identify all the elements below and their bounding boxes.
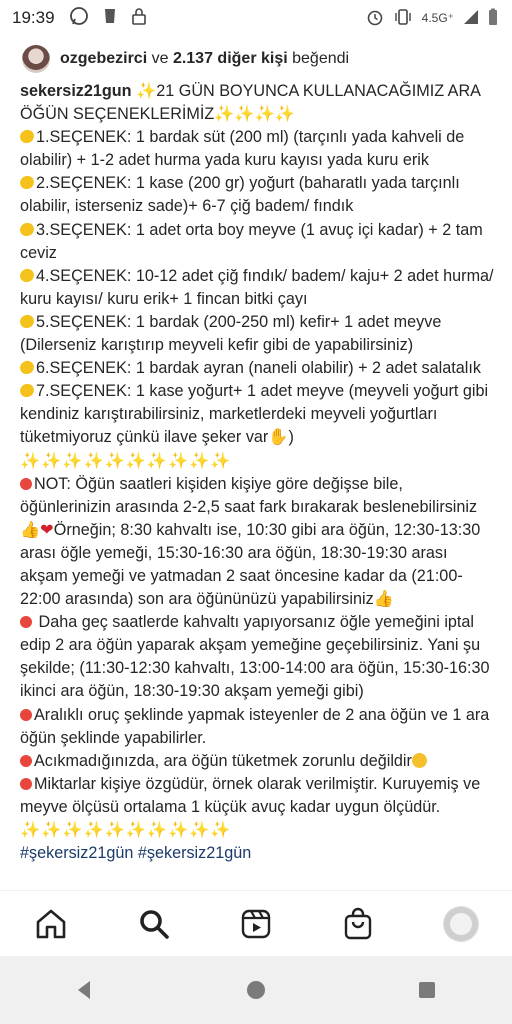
search-icon — [138, 908, 170, 940]
option-2 — [20, 172, 496, 218]
thumbs-up-icon: 👍 — [20, 520, 41, 539]
option-6 — [20, 357, 496, 380]
reels-icon — [240, 908, 272, 940]
note-text: NOT: Öğün saatleri kişiden kişiye göre değişse bile, öğünlerinizin arasında 2-2,5 saat fark bırakarak beslenebilirsiniz — [20, 474, 478, 516]
late-breakfast-text: Daha geç saatlerde kahvaltı yapıyorsanız öğle yemeğini iptal edip 2 ara öğün yaparak akşam yemeğine geçebilirsiniz. Yani şu şekilde; (11:30-12:30 kahvaltı, 13:00-14:00 ara öğün, 15:30-16:30 ikinci ara öğün, 18:30-19:30 akşam yemeği gibi) — [20, 613, 490, 701]
lemon-icon — [18, 220, 36, 238]
nav-profile[interactable] — [437, 900, 485, 948]
raised-hand-icon: ✋ — [268, 428, 289, 447]
sparkle-divider — [20, 450, 496, 473]
pin-icon — [20, 478, 32, 490]
likes-suffix: beğendi — [287, 50, 350, 67]
likes-count[interactable]: 2.137 diğer kişi — [172, 50, 288, 67]
sparkle-icons: ✨✨✨✨✨✨✨✨✨✨ — [20, 821, 232, 839]
pin-icon — [20, 755, 32, 767]
caption-line-0 — [20, 80, 496, 126]
back-icon — [74, 979, 96, 1001]
example-text: Örneğin; 8:30 kahvaltı ise, 10:30 gibi ara öğün, 12:30-13:30 arası öğle yemeği, 15:30-16:30 ara öğün, 18:30-19:30 arası akşam yemeği ve yatmadan 2 saat öncesine kadar da (21:00-22:00 arasında) son ara öğününüzü yapabilirsiniz — [20, 520, 481, 609]
pin-icon — [20, 709, 32, 721]
lemon-icon — [18, 382, 36, 400]
nav-search[interactable] — [130, 900, 178, 948]
option-3-text: 3.SEÇENEK: 1 adet orta boy meyve (1 avuç içi kadar) + 2 tam ceviz — [20, 220, 483, 262]
example-line — [20, 519, 496, 611]
hunger-text: Acıkmadığınızda, ara öğün tüketmek zorunlu değildir — [34, 751, 412, 770]
whatsapp-icon — [69, 6, 89, 31]
caption-username[interactable]: sekersiz21gun — [20, 82, 132, 100]
amounts-line — [20, 773, 496, 819]
likes-text[interactable] — [60, 50, 349, 68]
recents-icon — [416, 979, 438, 1001]
liker-avatar[interactable] — [22, 45, 50, 73]
hashtag-line — [20, 842, 496, 865]
caption-title: ✨21 GÜN BOYUNCA KULLANACAĞIMIZ ARA ÖĞÜN SEÇENEKLERİMİZ✨✨✨✨ — [20, 82, 481, 124]
lemon-icon — [18, 359, 36, 377]
likes-row[interactable] — [22, 42, 349, 76]
fasting-line — [20, 704, 496, 750]
glass-icon — [103, 7, 117, 30]
status-bar — [0, 0, 512, 36]
late-breakfast-line — [20, 611, 496, 703]
alarm-icon — [366, 8, 384, 29]
profile-avatar — [443, 906, 479, 942]
lemon-icon — [18, 128, 36, 146]
vibrate-icon — [393, 8, 413, 29]
option-5-text: 5.SEÇENEK: 1 bardak (200-250 ml) kefir+ 1 adet meyve (Dilerseniz karıştırıp meyveli kefir gibi de yapabilirsiniz) — [20, 312, 442, 355]
option-1-text: 1.SEÇENEK: 1 bardak süt (200 ml) (tarçınlı yada kahveli de olabilir) + 1-2 adet hurma yada kuru kayısı yada kuru erik — [20, 128, 465, 170]
option-1 — [20, 126, 496, 172]
battery-icon — [488, 8, 498, 29]
option-6-text: 6.SEÇENEK: 1 bardak ayran (naneli olabilir) + 2 adet salatalık — [36, 359, 481, 378]
option-5 — [20, 311, 496, 357]
option-4 — [20, 265, 496, 311]
hunger-line — [20, 750, 496, 773]
lock-icon — [131, 7, 147, 30]
post-caption — [20, 80, 496, 865]
hashtags[interactable]: #şekersiz21gün #şekersiz21gün — [20, 844, 252, 863]
sparkle-divider-2 — [20, 819, 496, 842]
network-label: 4.5G⁺ — [421, 11, 454, 25]
fasting-text: Aralıklı oruç şeklinde yapmak isteyenler de 2 ana öğün ve 1 ara öğün şeklinde yapabilirler. — [20, 705, 490, 747]
system-recents-button[interactable] — [403, 966, 451, 1014]
nav-shop[interactable] — [334, 900, 382, 948]
status-time: 19:39 — [12, 8, 55, 27]
note-line — [20, 473, 496, 519]
lemon-icon — [18, 266, 36, 284]
shop-icon — [342, 907, 374, 941]
option-2-text: 2.SEÇENEK: 1 kase (200 gr) yoğurt (baharatlı yada tarçınlı olabilir, isterseniz sade)+ 6-7 çiğ badem/ fındık — [20, 174, 460, 216]
nav-home[interactable] — [27, 900, 75, 948]
smile-icon — [412, 753, 427, 768]
amounts-text: Miktarlar kişiye özgüdür, örnek olarak verilmiştir. Kuruyemiş ve meyve ölçüsü ortalama 1 küçük avuç kadar uygun ölçüdür. — [20, 774, 481, 816]
system-home-button[interactable] — [232, 966, 280, 1014]
pin-icon — [20, 616, 32, 628]
option-7: 7.SEÇENEK: 1 kase yoğurt+ 1 adet meyve (meyveli yoğurt gibi kendiniz karıştırabilirsiniz, marketlerdeki meyveli yoğurtları tüketmiyoruz çünkü ilave şeker var✋) — [20, 380, 496, 449]
pin-icon — [20, 778, 32, 790]
system-back-button[interactable] — [61, 966, 109, 1014]
home-icon — [34, 907, 68, 941]
nav-reels[interactable] — [232, 900, 280, 948]
lemon-icon — [18, 313, 36, 331]
bottom-nav — [0, 890, 512, 957]
option-7-text: 7.SEÇENEK: 1 kase yoğurt+ 1 adet meyve (meyveli yoğurt gibi kendiniz karıştırabilirsiniz, marketlerdeki meyveli yoğurtları tüketmiyoruz çünkü ilave şeker var — [20, 382, 489, 447]
home-button-icon — [245, 979, 267, 1001]
signal-icon — [463, 9, 479, 28]
lemon-icon — [18, 174, 36, 192]
system-nav-bar — [0, 956, 512, 1024]
liker-username[interactable]: ozgebezirci — [60, 50, 148, 67]
option-3 — [20, 219, 496, 265]
option-4-text: 4.SEÇENEK: 10-12 adet çiğ fındık/ badem/ kaju+ 2 adet hurma/ kuru kayısı/ kuru erik+ 1 fincan bitki çayı — [20, 266, 494, 308]
sparkle-icons: ✨✨✨✨✨✨✨✨✨✨ — [20, 451, 232, 470]
thumbs-up-icon: 👍 — [373, 590, 394, 609]
likes-connector: ve — [147, 50, 173, 67]
heart-icon: ❤ — [40, 520, 54, 539]
